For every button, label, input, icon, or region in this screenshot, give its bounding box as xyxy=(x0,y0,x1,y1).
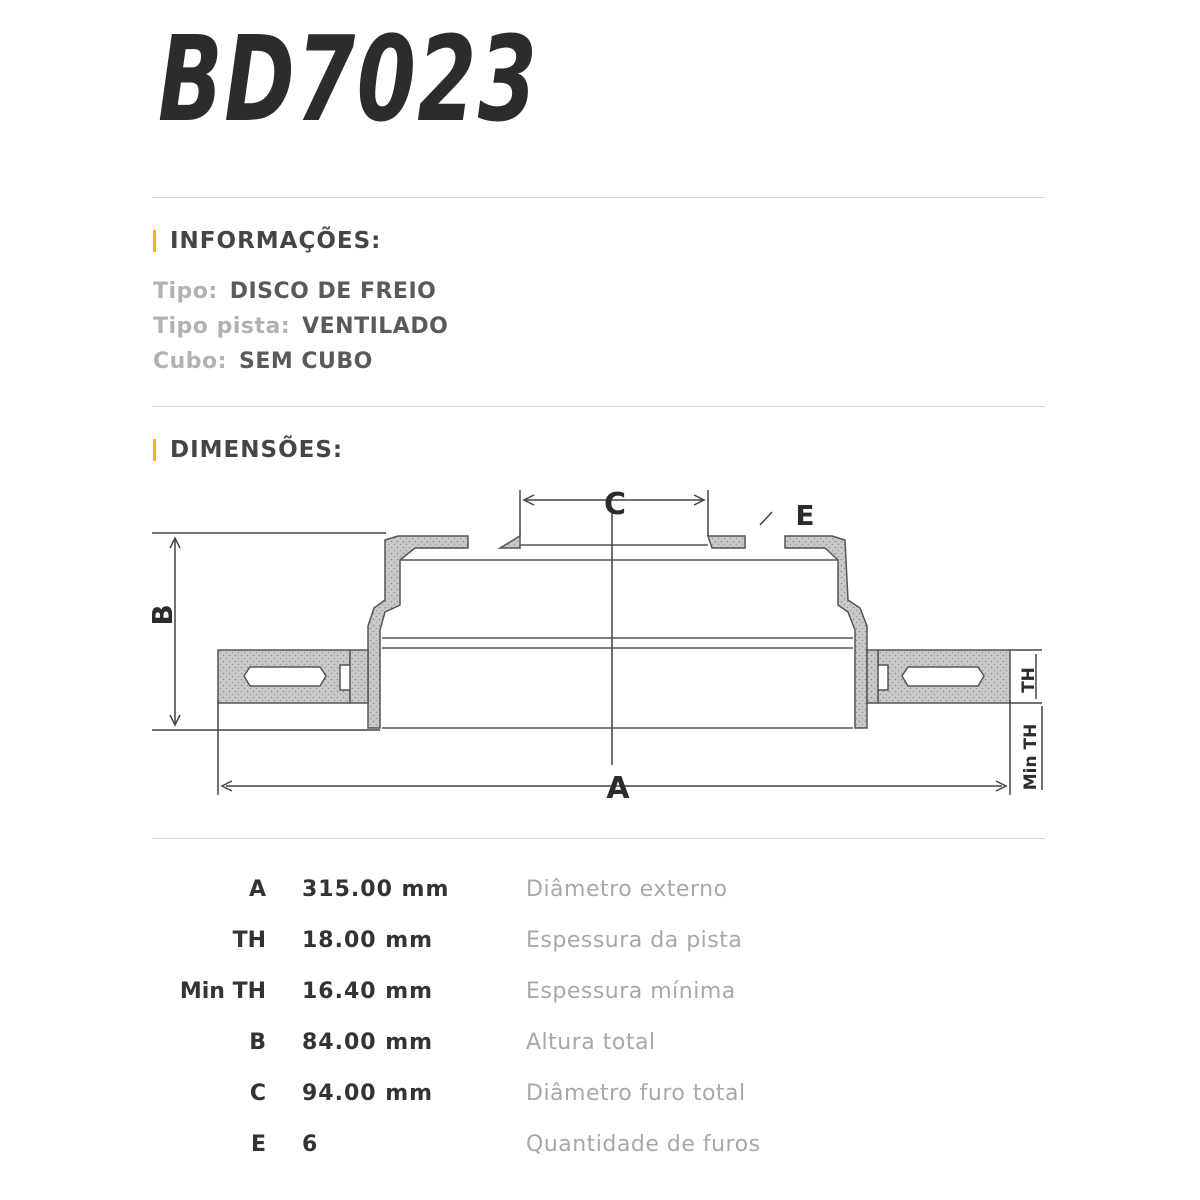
right-friction-ring xyxy=(867,650,1010,703)
dim-description: Quantidade de furos xyxy=(526,1132,761,1157)
dim-key: Min TH xyxy=(179,979,266,1004)
dim-key: A xyxy=(248,877,266,902)
accent-bar xyxy=(153,230,156,252)
dim-value: 16.40 mm xyxy=(302,979,434,1004)
info-value: DISCO DE FREIO xyxy=(229,279,437,304)
dim-key: E xyxy=(250,1132,266,1157)
info-row-tipo-pista xyxy=(153,314,448,339)
dim-row-e xyxy=(140,1132,1040,1172)
dim-value: 315.00 mm xyxy=(302,877,450,902)
dim-description: Diâmetro externo xyxy=(526,877,728,902)
info-label: Tipo pista: xyxy=(153,314,291,339)
dim-row-min-th xyxy=(140,979,1040,1019)
hat-section xyxy=(368,536,867,728)
divider-middle xyxy=(152,406,1045,407)
dim-value: 18.00 mm xyxy=(302,928,434,953)
dim-description: Espessura da pista xyxy=(526,928,743,953)
info-row-tipo xyxy=(153,279,436,304)
info-label: Cubo: xyxy=(153,349,227,374)
dim-description: Diâmetro furo total xyxy=(526,1081,746,1106)
diagram-label-a: A xyxy=(606,771,630,806)
info-value: SEM CUBO xyxy=(238,349,373,374)
brake-disc-diagram xyxy=(140,470,1060,810)
accent-bar xyxy=(153,439,156,461)
info-heading-text: INFORMAÇÕES: xyxy=(170,228,382,254)
dim-key: C xyxy=(249,1081,266,1106)
dim-description: Espessura mínima xyxy=(526,979,736,1004)
diagram-label-th: TH xyxy=(1019,667,1039,693)
left-friction-ring xyxy=(218,650,368,703)
dim-description: Altura total xyxy=(526,1030,656,1055)
dimension-lines xyxy=(152,490,1042,795)
divider-bottom xyxy=(152,838,1045,839)
dim-heading-text: DIMENSÕES: xyxy=(170,437,344,463)
inner-hat-lines xyxy=(382,545,853,728)
diagram-label-b: B xyxy=(146,604,179,626)
dim-value: 6 xyxy=(302,1132,319,1157)
dim-key: TH xyxy=(232,928,266,953)
divider-top xyxy=(152,197,1045,198)
diagram-label-c: C xyxy=(603,487,627,522)
info-row-cubo xyxy=(153,349,373,374)
diagram-label-min-th: Min TH xyxy=(1021,723,1041,791)
info-label: Tipo: xyxy=(153,279,218,304)
info-value: VENTILADO xyxy=(302,314,449,339)
dim-key: B xyxy=(249,1030,266,1055)
diagram-label-e: E xyxy=(795,499,815,532)
dim-row-a xyxy=(140,877,1040,917)
product-code-title: BD7023 xyxy=(158,10,539,148)
dim-row-c xyxy=(140,1081,1040,1121)
dim-section-heading xyxy=(153,437,343,463)
dim-value: 84.00 mm xyxy=(302,1030,434,1055)
dim-value: 94.00 mm xyxy=(302,1081,434,1106)
info-section-heading xyxy=(153,228,381,254)
dim-row-th xyxy=(140,928,1040,968)
dim-row-b xyxy=(140,1030,1040,1070)
